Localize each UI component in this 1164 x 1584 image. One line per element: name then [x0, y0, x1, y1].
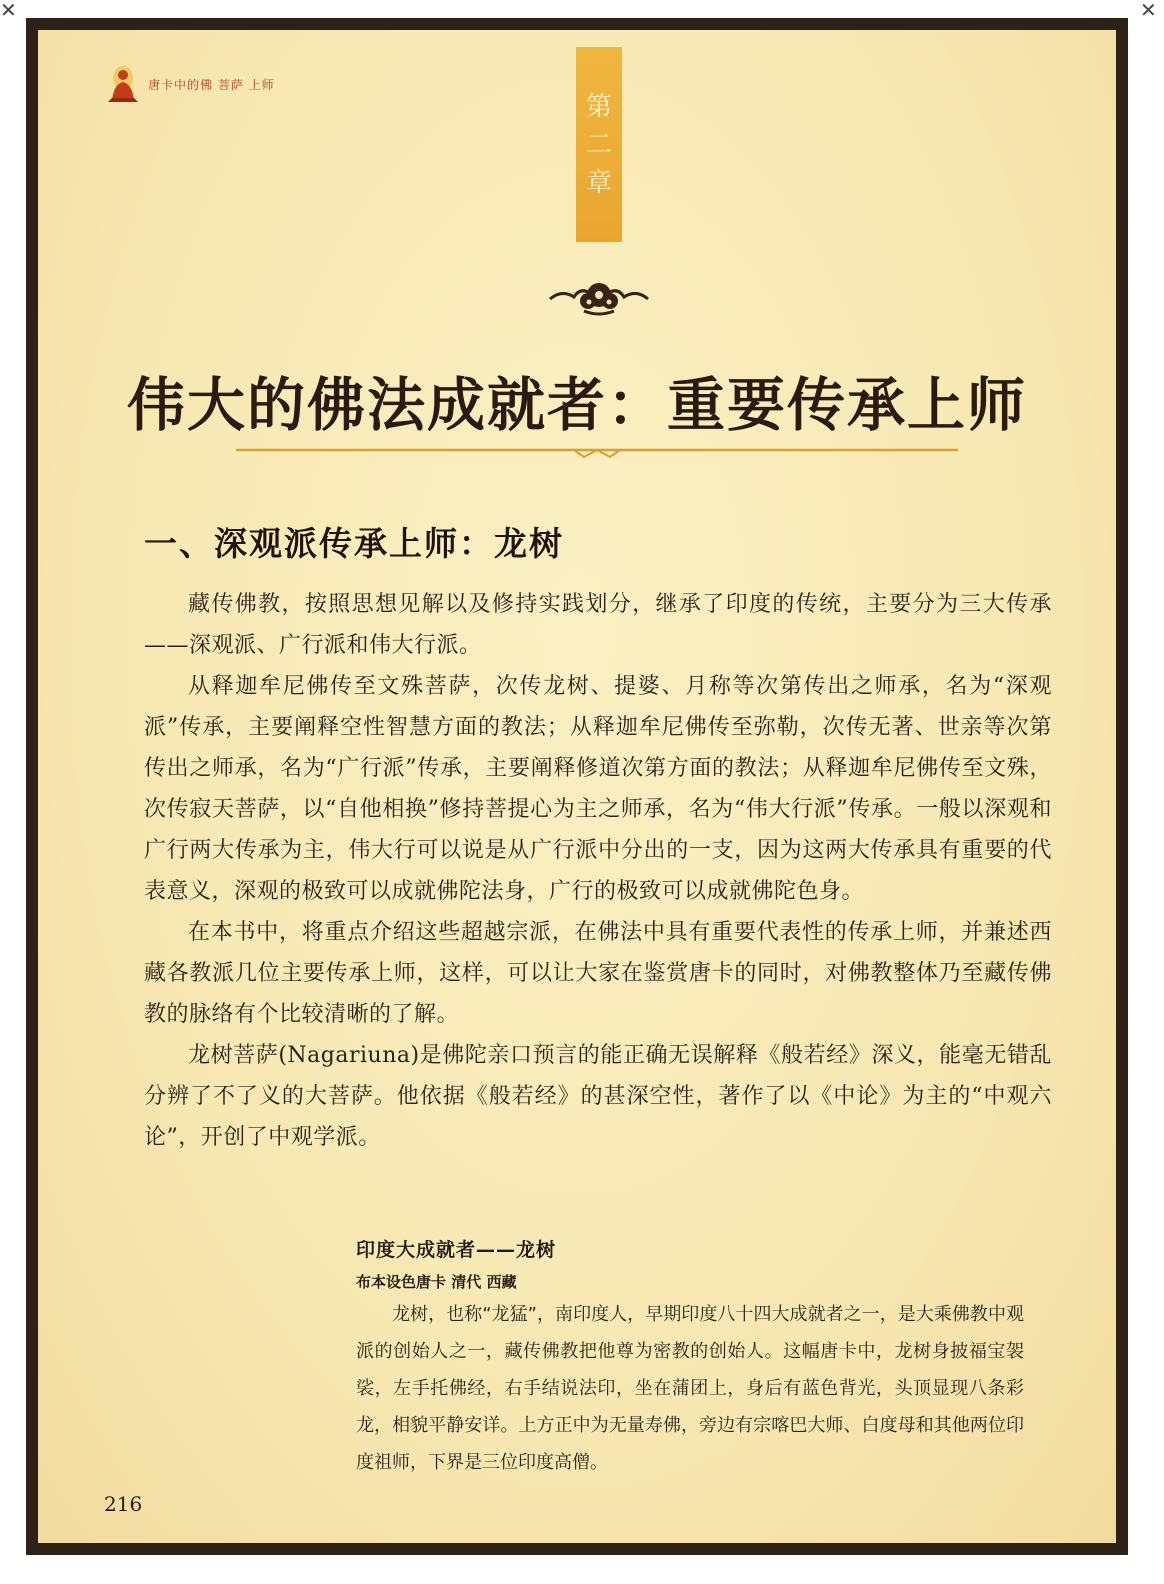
page-title: 伟大的佛法成就者：重要传承上师: [126, 371, 1027, 439]
paper-page: [38, 30, 1116, 1543]
image-caption: [356, 1235, 1024, 1481]
caption-title: 印度大成就者——龙树: [356, 1239, 557, 1261]
page-number: 216: [104, 1492, 143, 1516]
buddha-figure-icon: [104, 64, 142, 104]
crop-mark-top-left: ✕: [0, 0, 17, 22]
chapter-char: 章: [585, 167, 612, 198]
caption-subtitle: 布本设色唐卡 清代 西藏: [356, 1273, 517, 1291]
body-paragraph: 藏传佛教，按照思想见解以及修持实践划分，继承了印度的传统，主要分为三大传承——深观派、广行派和伟大行派。: [144, 592, 1052, 658]
body-paragraph: 在本书中，将重点介绍这些超越宗派，在佛法中具有重要代表性的传承上师，并兼述西藏各教派几位主要传承上师，这样，可以让大家在鉴赏唐卡的同时，对佛教整体乃至藏传佛教的脉络有个比较清晰的了解。: [144, 920, 1052, 1027]
crop-mark-top-right: ✕: [1140, 0, 1157, 22]
chapter-char: 第: [585, 91, 612, 122]
running-head-text: 唐卡中的佛 菩萨 上师: [148, 77, 275, 92]
chapter-char: 二: [585, 129, 612, 160]
caption-body: 龙树，也称“龙猛”，南印度人，早期印度八十四大成就者之一，是大乘佛教中观派的创始人之一，藏传佛教把他尊为密教的创始人。这幅唐卡中，龙树身披福宝袈裟，左手托佛经，右手结说法印，坐在蒲团上，身后有蓝色背光，头顶显现八条彩龙，相貌平静安详。上方正中为无量寿佛，旁边有宗喀巴大师、白度母和其他两位印度祖师，下界是三位印度高僧。: [356, 1304, 1024, 1473]
chapter-label: [576, 47, 622, 242]
body-paragraph: 从释迦牟尼佛传至文殊菩萨，次传龙树、提婆、月称等次第传出之师承，名为“深观派”传承，主要阐释空性智慧方面的教法；从释迦牟尼佛传至弥勒，次传无著、世亲等次第传出之师承，名为“广行派”传承，主要阐释修道次第方面的教法；从释迦牟尼佛传至文殊，次传寂天菩萨，以“自他相换”修持菩提心为主之师承，名为“伟大行派”传承。一般以深观和广行两大传承为主，伟大行可以说是从广行派中分出的一支，因为这两大传承具有重要的代表意义，深观的极致可以成就佛陀法身，广行的极致可以成就佛陀色身。: [144, 674, 1052, 904]
cloud-ornament-icon: [544, 275, 654, 319]
body-paragraph: 龙树菩萨(Nagariuna)是佛陀亲口预言的能正确无误解释《般若经》深义，能毫无错乱分辨了不了义的大菩萨。他依据《般若经》的甚深空性，著作了以《中论》为主的“中观六论”，开创了中观学派。: [144, 1043, 1052, 1150]
title-divider: [236, 444, 958, 460]
section-heading: 一、深观派传承上师：龙树: [144, 524, 564, 563]
body-text: [144, 584, 1052, 1158]
running-head: [104, 64, 275, 104]
